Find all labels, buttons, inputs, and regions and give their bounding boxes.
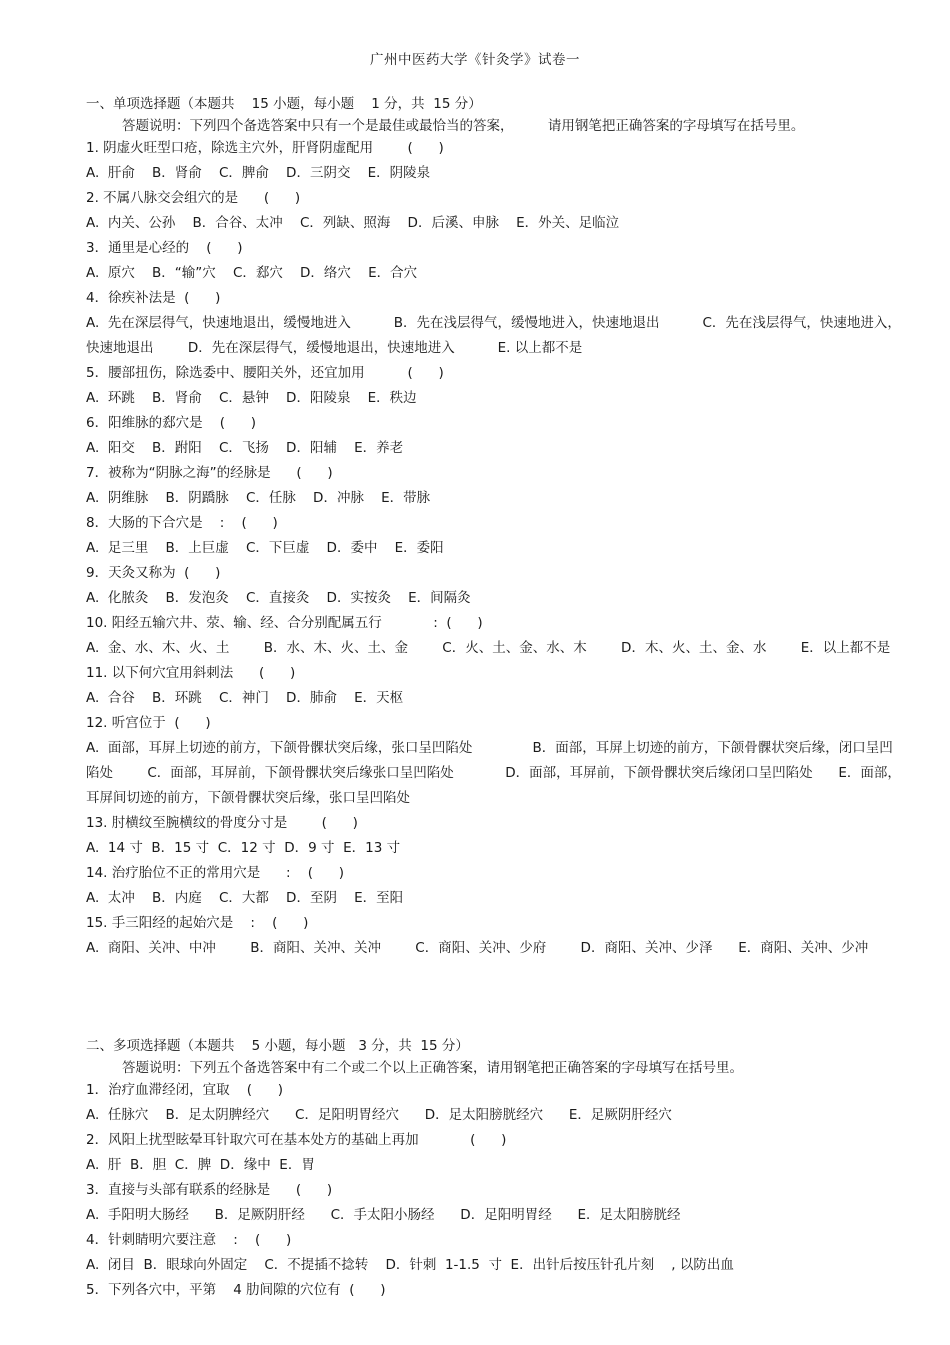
answer-options: A. 环跳 B．肾俞 C．悬钟 D．阳陵泉 E．秩边 xyxy=(86,390,417,406)
answer-options: A. 阳交 B．跗阳 C．飞扬 D．阳辅 E．养老 xyxy=(86,440,404,456)
answer-options: A. 手阳明大肠经 B．足厥阴肝经 C．手太阳小肠经 D．足阳明胃经 E．足太阳膀胱经 xyxy=(86,1207,681,1223)
question-list xyxy=(86,136,906,961)
section-single-choice xyxy=(86,92,906,961)
page-title: 广州中医药大学《针灸学》试卷一 xyxy=(370,52,580,68)
question-text: 2. 不属八脉交会组穴的是 ( ) xyxy=(86,190,301,206)
question-text: 1．治疗血滞经闭，宜取 ( ) xyxy=(86,1082,284,1098)
question-text: 5．下列各穴中，平第 4 肋间隙的穴位有 ( ) xyxy=(86,1282,386,1298)
answer-options: A. 14 寸 B．15 寸 C．12 寸 D．9 寸 E．13 寸 xyxy=(86,840,401,856)
answer-options: A. 闭目 B．眼球向外固定 C．不提插不捻转 D．针刺 1-1.5 寸 E．出针后按压针孔片刻 , 以防出血 xyxy=(86,1257,734,1273)
question-text: 13. 肘横纹至腕横纹的骨度分寸是 ( ) xyxy=(86,815,358,831)
section-multiple-choice xyxy=(86,1034,906,1303)
question-text: 5．腰部扭伤，除选委中、腰阳关外，还宜加用 ( ) xyxy=(86,365,444,381)
question-text: 15. 手三阳经的起始穴是 : ( ) xyxy=(86,915,309,931)
answer-options: A. 化脓灸 B．发泡灸 C．直接灸 D．实按灸 E．间隔灸 xyxy=(86,590,471,606)
answer-options: A. 肝俞 B．肾俞 C．脾俞 D．三阴交 E．阴陵泉 xyxy=(86,165,431,181)
answer-options: A. 肝 B．胆 C．脾 D．缘中 E．胃 xyxy=(86,1157,315,1173)
question-text: 4．针刺睛明穴要注意 : ( ) xyxy=(86,1232,292,1248)
answer-options: A. 任脉穴 B．足太阴脾经穴 C．足阳明胃经穴 D．足太阳膀胱经穴 E．足厥阴肝经穴 xyxy=(86,1107,672,1123)
question-text: 9．天灸又称为 ( ) xyxy=(86,565,221,581)
question-text: 14. 治疗胎位不正的常用穴是 : ( ) xyxy=(86,865,345,881)
answer-options: A. 先在深层得气，快速地退出，缓慢地进入 B．先在浅层得气，缓慢地进入，快速地退出 C．先在浅层得气，快速地进入，快速地退出 D．先在深层得气，缓慢地退出，快速地进入 E. 以上都不是 xyxy=(86,315,901,356)
question-text: 8．大肠的下合穴是 : ( ) xyxy=(86,515,278,531)
question-text: 3．通里是心经的 ( ) xyxy=(86,240,243,256)
answer-options: A. 原穴 B．“输”穴 C．郄穴 D．络穴 E．合穴 xyxy=(86,265,418,281)
answer-options: A. 足三里 B．上巨虚 C．下巨虚 D．委中 E．委阳 xyxy=(86,540,444,556)
question-text: 1. 阴虚火旺型口疮，除选主穴外，肝肾阴虚配用 ( ) xyxy=(86,140,444,156)
section-instructions: 答题说明：下列五个备选答案中有二个或二个以上正确答案，请用钢笔把正确答案的字母填写在括号里。 xyxy=(122,1060,743,1076)
question-text: 12. 听宫位于 ( ) xyxy=(86,715,211,731)
question-text: 6．阳维脉的郄穴是 ( ) xyxy=(86,415,257,431)
answer-options: A. 阴维脉 B．阴蹻脉 C．任脉 D．冲脉 E．带脉 xyxy=(86,490,431,506)
question-text: 7．被称为“阴脉之海”的经脉是 ( ) xyxy=(86,465,333,481)
question-text: 4．徐疾补法是 ( ) xyxy=(86,290,221,306)
answer-options: A. 太冲 B．内庭 C．大都 D．至阴 E．至阳 xyxy=(86,890,404,906)
answer-options: A. 金、水、木、火、土 B．水、木、火、土、金 C．火、土、金、水、木 D．木、火、土、金、水 E．以上都不是 xyxy=(86,640,891,656)
answer-options: A. 内关、公孙 B．合谷、太冲 C．列缺、照海 D．后溪、申脉 E．外关、足临泣 xyxy=(86,215,620,231)
section-instructions: 答题说明：下列四个备选答案中只有一个是最佳或最恰当的答案， 请用钢笔把正确答案的字母填写在括号里。 xyxy=(122,118,805,134)
question-text: 11. 以下何穴宜用斜刺法 ( ) xyxy=(86,665,296,681)
section-heading: 二、多项选择题（本题共 5 小题，每小题 3 分，共 15 分） xyxy=(86,1038,469,1054)
section-heading: 一、单项选择题（本题共 15 小题，每小题 1 分，共 15 分） xyxy=(86,96,482,112)
answer-options: A. 面部，耳屏上切迹的前方，下颌骨髁状突后缘，张口呈凹陷处 B．面部，耳屏上切迹的前方，下颌骨髁状突后缘，闭口呈凹陷处 C．面部，耳屏前，下颌骨髁状突后缘张口呈凹陷处 D．面部，耳屏前，下颌骨髁状突后缘闭口呈凹陷处 E．面部，耳屏间切迹的前方，下颌骨髁状突后缘，张口呈凹陷处 xyxy=(86,740,901,806)
answer-options: A. 商阳、关冲、中冲 B．商阳、关冲、关冲 C．商阳、关冲、少府 D．商阳、关冲、少泽 E．商阳、关冲、少冲 xyxy=(86,940,869,956)
question-list xyxy=(86,1078,906,1303)
question-text: 2．风阳上扰型眩晕耳针取穴可在基本处方的基础上再加 ( ) xyxy=(86,1132,507,1148)
question-text: 10. 阳经五输穴井、荥、输、经、合分别配属五行 : ( ) xyxy=(86,615,483,631)
answer-options: A. 合谷 B．环跳 C．神门 D．肺俞 E．天枢 xyxy=(86,690,404,706)
question-text: 3．直接与头部有联系的经脉是 ( ) xyxy=(86,1182,333,1198)
